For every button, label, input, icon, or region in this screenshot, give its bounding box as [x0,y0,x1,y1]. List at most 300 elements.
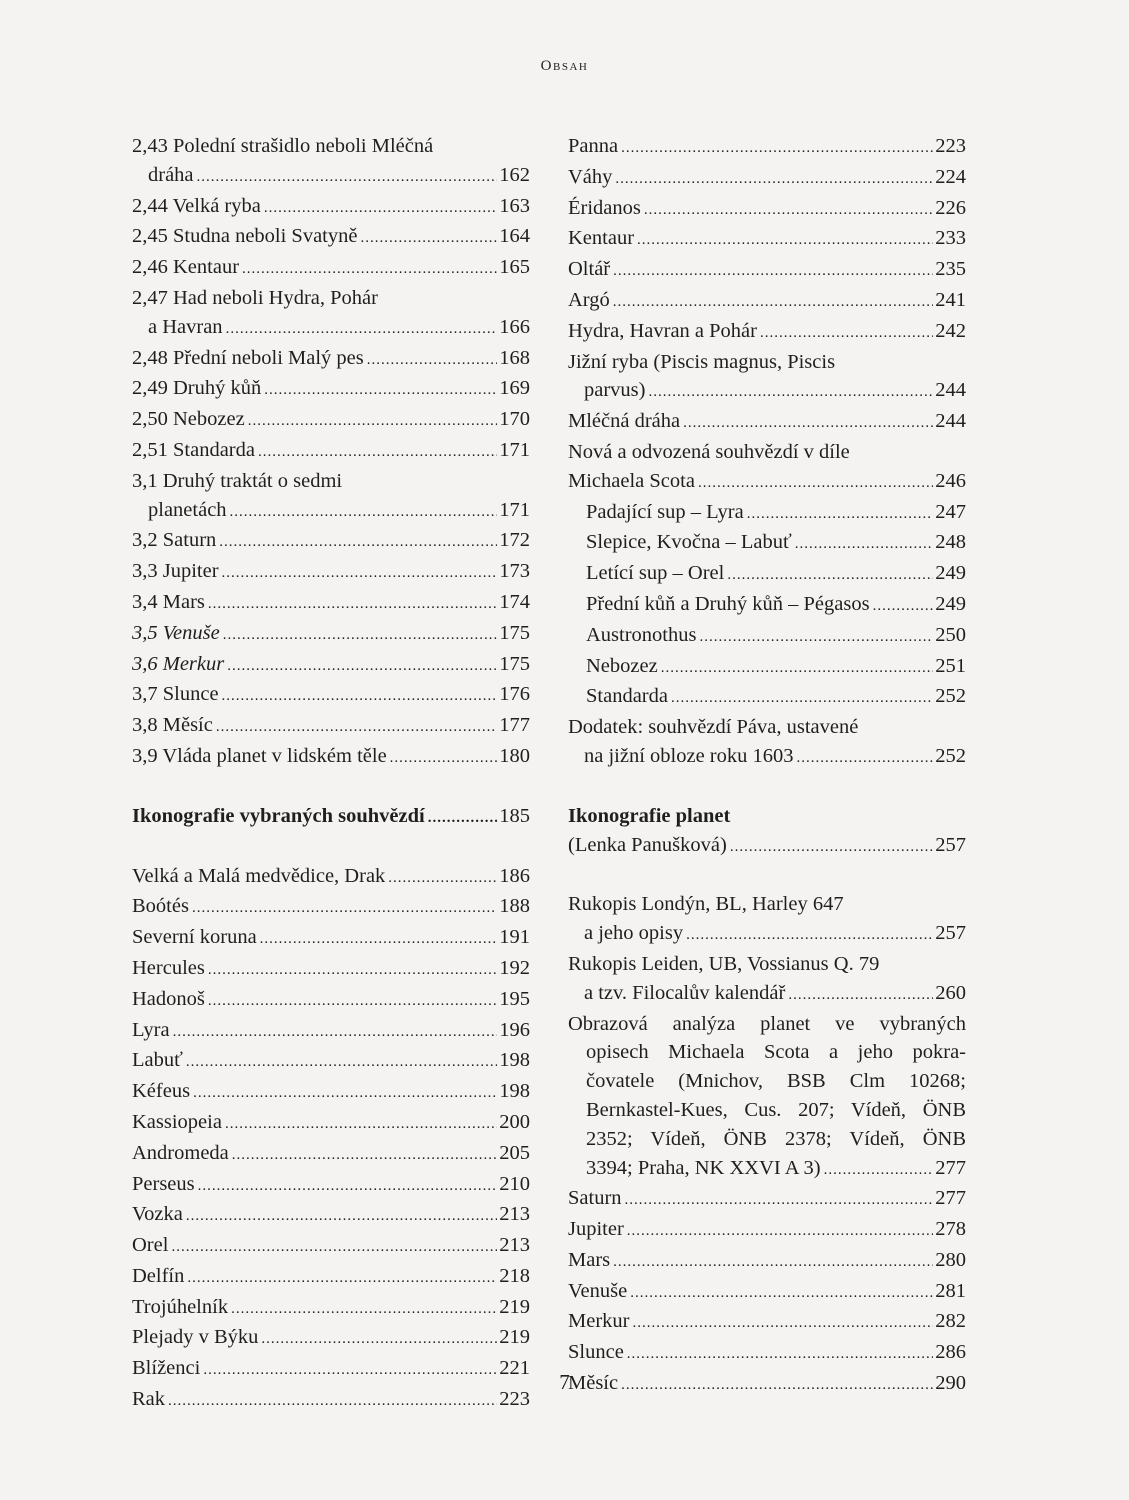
toc-page-number: 280 [935,1248,966,1271]
toc-page-number: 251 [935,654,966,677]
toc-page-number: 192 [499,956,530,979]
toc-entry-row [132,161,530,192]
toc-entry-row [132,1293,530,1324]
toc-entry[interactable] [132,1170,530,1201]
toc-entry-title: Venuše [568,1279,628,1302]
toc-entry-line: 2352; Vídeň, ÖNB 2378; Vídeň, ÖNB [586,1127,966,1150]
toc-page-number: 175 [499,652,530,675]
toc-entry-row [132,1170,530,1201]
toc-entry-title: Éridanos [568,196,641,219]
toc-leader-dots [230,498,498,527]
toc-entry-title: a jeho opisy [584,922,684,945]
toc-entry[interactable] [132,985,530,1016]
toc-page-number: 257 [935,922,966,945]
toc-leader-dots [360,224,497,253]
toc-entry-line: 2,43 Polední strašidlo neboli Mléčná [132,135,434,157]
toc-page-number: 165 [499,256,530,279]
toc-entry-row [568,682,966,713]
toc-entry-title: Labuť [132,1049,183,1072]
toc-entry-line: Jižní ryba (Piscis magnus, Piscis [568,350,836,373]
toc-entry-title: Oltář [568,258,611,281]
toc-entry[interactable] [568,194,966,225]
toc-entry[interactable] [568,682,966,713]
toc-entry[interactable] [132,892,530,923]
toc-entry-title: 2,45 Studna neboli Svatyně [132,225,358,248]
toc-entry-row [568,742,966,773]
toc-entry[interactable] [132,1139,530,1170]
toc-leader-dots [223,621,498,650]
toc-entry-row [132,742,530,773]
toc-entry-row [132,1016,530,1047]
toc-entry[interactable] [568,1338,966,1369]
toc-entry[interactable] [568,286,966,317]
toc-page-number: 213 [499,1203,530,1226]
toc-entry-row [132,496,530,527]
toc-entry-line: opisech Michaela Scota a jeho pokra- [586,1041,966,1064]
toc-entry-row [132,192,530,223]
toc-entry[interactable] [132,923,530,954]
toc-entry[interactable] [132,1077,530,1108]
toc-leader-dots [258,438,497,467]
toc-leader-dots [197,163,498,192]
toc-right-group-a [568,132,966,773]
toc-leader-dots [208,956,497,985]
toc-entry-title: parvus) [584,379,646,402]
toc-entry[interactable] [568,1246,966,1277]
toc-entry[interactable] [132,1323,530,1354]
toc-entry-row [568,621,966,652]
toc-entry-row [568,528,966,559]
toc-page-number: 169 [499,377,530,400]
toc-entry-line: čovatele (Mnichov, BSB Clm 10268; [586,1070,966,1093]
toc-entry-title: Velká a Malá medvědice, Drak [132,864,386,887]
toc-page-number: 172 [499,529,530,552]
toc-leader-dots [699,623,933,652]
toc-entry-title: 3394; Praha, NK XXVI A 3) [586,1156,821,1179]
toc-page-number: 180 [499,744,530,767]
toc-right-group-c [568,1184,966,1400]
toc-page-number: 281 [935,1279,966,1302]
toc-entry-row [568,407,966,438]
running-header: Obsah [540,58,589,74]
toc-page-number: 233 [935,227,966,250]
toc-page-number: 219 [499,1326,530,1349]
toc-entry-title: Kentaur [568,227,635,250]
toc-entry-title: Přední kůň a Druhý kůň – Pégasos [586,592,870,615]
toc-entry-analysis[interactable] [568,1010,966,1185]
toc-leader-dots [260,925,498,954]
toc-page-number: 213 [499,1234,530,1257]
toc-entry[interactable] [132,132,530,192]
toc-entry[interactable] [132,1293,530,1324]
toc-entry[interactable] [132,374,530,405]
toc-entry-title: Saturn [568,1187,622,1210]
toc-entry-title: 3,9 Vláda planet v lidském těle [132,744,387,767]
toc-page-number: 175 [499,621,530,644]
toc-entry-row [132,526,530,557]
toc-entry-row [132,1262,530,1293]
toc-entry-row [132,222,530,253]
toc-entry-title: 2,46 Kentaur [132,256,240,279]
toc-page-number: 205 [499,1141,530,1164]
toc-entry-title: Mars [568,1248,611,1271]
toc-entry-row [132,253,530,284]
toc-leader-dots [171,1233,497,1262]
toc-page-number: 162 [499,163,530,186]
toc-page-number: 223 [499,1388,530,1411]
toc-page-number: 198 [499,1080,530,1103]
toc-leader-dots [644,196,933,225]
toc-section-heading[interactable] [132,802,530,833]
toc-entry-line: Rukopis Londýn, BL, Harley 647 [568,893,844,916]
toc-entry-row [568,376,966,407]
toc-entry[interactable] [132,742,530,773]
toc-leader-dots [627,1340,933,1369]
toc-entry[interactable] [132,619,530,650]
toc-entry-title: Hercules [132,956,205,979]
toc-entry-title: planetách [148,498,227,521]
toc-leader-dots [613,288,933,317]
toc-entry[interactable] [132,222,530,253]
toc-entry-row [568,1277,966,1308]
toc-leader-dots [227,652,497,681]
toc-page-number: 248 [935,531,966,554]
toc-page-number: 163 [499,194,530,217]
toc-entry-title: Letící sup – Orel [586,562,725,585]
toc-entry-title: Rak [132,1388,166,1411]
toc-entry-line: Nová a odvozená souhvězdí v díle [568,440,850,463]
toc-entry-row [132,650,530,681]
toc-entry[interactable] [568,407,966,438]
toc-page-number: 176 [499,683,530,706]
toc-page-number: 223 [935,135,966,157]
toc-entry-title: Vozka [132,1203,183,1226]
toc-leader-dots [390,744,498,773]
toc-entry[interactable] [568,652,966,683]
toc-leader-dots [627,1217,933,1246]
toc-leader-dots [219,528,497,557]
toc-leader-dots [683,409,933,438]
toc-entry-row [568,498,966,529]
toc-entry[interactable] [568,163,966,194]
toc-entry-row [568,194,966,225]
toc-entry-title: Mléčná dráha [568,410,681,433]
toc-entry-row [132,374,530,405]
toc-page-number: 219 [499,1295,530,1318]
toc-entry[interactable] [132,1262,530,1293]
toc-page-number: 277 [935,1156,966,1179]
toc-leader-dots [264,376,497,405]
toc-entry[interactable] [132,711,530,742]
toc-section-heading: Ikonografie planet [568,804,731,827]
toc-page-number: 278 [935,1218,966,1241]
toc-entry-title: Trojúhelník [132,1295,229,1318]
toc-leader-dots [637,226,933,255]
toc-entry-row [568,590,966,621]
toc-leader-dots [388,864,497,893]
toc-entry-row [568,1307,966,1338]
toc-entry-title: Kassiopeia [132,1110,222,1133]
toc-entry-title: 3,3 Jupiter [132,560,219,583]
toc-page-number: 168 [499,346,530,369]
toc-entry-row [132,1077,530,1108]
toc-page-number: 257 [935,833,966,856]
toc-page-number: 242 [935,319,966,342]
toc-entry-name: Venuše [162,621,220,644]
toc-entry[interactable] [132,526,530,557]
toc-entry[interactable] [568,1184,966,1215]
toc-leader-dots [625,1186,934,1215]
toc-page-number: 282 [935,1310,966,1333]
toc-entry-line: Bernkastel-Kues, Cus. 207; Vídeň, ÖNB [586,1098,966,1121]
toc-leader-dots [173,1018,498,1047]
toc-leader-dots [186,1048,497,1077]
toc-page-number: 290 [935,1372,966,1395]
toc-entry[interactable] [568,498,966,529]
toc-leader-dots [208,590,497,619]
toc-leader-dots [186,1202,497,1231]
toc-entry-row [568,163,966,194]
toc-entry[interactable] [568,890,966,950]
toc-entry[interactable] [132,405,530,436]
toc-page-number: 191 [499,926,530,949]
toc-entry-title: Michaela Scota [568,469,695,492]
toc-entry-title: Delfín [132,1264,185,1287]
toc-entry-row [568,224,966,255]
toc-entry-row [132,1108,530,1139]
toc-left-group-b [132,862,530,1416]
toc-leader-dots [795,530,934,559]
toc-leader-dots [222,682,498,711]
toc-entry-line: Obrazová analýza planet ve vybraných [568,1012,966,1035]
toc-entry[interactable] [568,621,966,652]
toc-entry-title: Ikonografie vybraných souhvězdí [132,804,425,827]
toc-entry[interactable] [132,1231,530,1262]
toc-entry-row [568,652,966,683]
toc-leader-dots [242,255,497,284]
toc-entry[interactable] [568,255,966,286]
toc-entry-line: Dodatek: souhvězdí Páva, ustavené [568,716,859,739]
toc-entry[interactable] [132,588,530,619]
toc-leader-dots [630,1279,933,1308]
toc-entry[interactable] [132,1108,530,1139]
toc-entry[interactable] [132,954,530,985]
toc-entry-row [132,436,530,467]
toc-entry-title: Argó [568,288,610,311]
toc-page-number: 196 [499,1018,530,1041]
toc-entry-row [132,557,530,588]
toc-entry-title: 2,49 Druhý kůň [132,377,262,400]
toc-entry[interactable] [132,680,530,711]
toc-entry[interactable] [568,348,966,408]
toc-leader-dots [193,1079,497,1108]
toc-entry-row [132,1200,530,1231]
toc-leader-dots [747,500,934,529]
toc-entry-title: Blíženci [132,1357,201,1380]
toc-entry-row [568,919,966,950]
toc-entry-row [132,1323,530,1354]
toc-entry-title: Měsíc [568,1372,619,1395]
toc-entry-row [132,1139,530,1170]
toc-entry[interactable] [568,559,966,590]
toc-entry-title: Perseus [132,1172,195,1195]
toc-entry-title: Austronothus [586,623,697,646]
toc-entry-number: 3,5 [132,621,163,644]
toc-leader-dots [232,1141,497,1170]
toc-leader-dots [225,1110,497,1139]
toc-entry-row [132,985,530,1016]
toc-leader-dots [671,684,933,713]
toc-page-number: 277 [935,1187,966,1210]
toc-entry[interactable] [568,950,966,1010]
toc-leader-dots [187,1264,497,1293]
toc-left-group-a [132,132,530,773]
toc-leader-dots [873,592,934,621]
toc-entry-title [132,619,220,648]
toc-leader-dots [615,165,933,194]
toc-entry-row [568,1338,966,1369]
toc-entry[interactable] [568,713,966,773]
toc-page-number: 286 [935,1341,966,1364]
toc-entry[interactable] [132,862,530,893]
toc-entry-title: Slepice, Kvočna – Labuť [586,531,792,554]
toc-page-number: 244 [935,379,966,402]
toc-entry-row [568,255,966,286]
toc-leader-dots [198,1172,498,1201]
toc-page-number: 210 [499,1172,530,1195]
toc-page-number: 198 [499,1049,530,1072]
toc-entry[interactable] [132,467,530,527]
toc-leader-dots [632,1309,933,1338]
toc-entry-row [132,862,530,893]
toc-entry-row [568,979,966,1010]
toc-entry-title: 2,48 Přední neboli Malý pes [132,346,364,369]
toc-entry[interactable] [568,317,966,348]
toc-page-number: 260 [935,981,966,1004]
toc-page-number: 173 [499,560,530,583]
toc-entry[interactable] [132,284,530,344]
toc-entry[interactable] [132,344,530,375]
toc-leader-dots [231,1295,497,1324]
toc-leader-dots [226,315,498,344]
toc-leader-dots [760,319,933,348]
toc-entry-title: 3,7 Slunce [132,683,219,706]
toc-leader-dots [367,346,498,375]
toc-page-number: 186 [499,864,530,887]
toc-page-number: 171 [499,438,530,461]
toc-leader-dots [192,894,497,923]
toc-entry-title: Orel [132,1234,169,1257]
toc-page-number: 250 [935,623,966,646]
toc-right-column [568,132,966,1400]
toc-entry-title: a tzv. Filocalův kalendář [584,981,786,1004]
toc-page-number: 170 [499,408,530,431]
toc-entry[interactable] [568,224,966,255]
toc-entry-number: 3,6 [132,652,163,675]
toc-entry-title [132,650,224,679]
toc-entry[interactable] [568,1307,966,1338]
toc-page-number: 224 [935,165,966,188]
toc-entry-title: Boótés [132,895,189,918]
toc-page-number: 249 [935,562,966,585]
toc-page-number: 177 [499,714,530,737]
toc-entry-row [568,132,966,163]
toc-entry[interactable] [132,253,530,284]
toc-entry[interactable] [132,436,530,467]
toc-leader-dots [208,987,497,1016]
toc-page-number: 200 [499,1110,530,1133]
toc-entry[interactable] [132,1200,530,1231]
toc-entry-row [568,1184,966,1215]
toc-leader-dots [222,559,498,588]
toc-entry-row [132,588,530,619]
toc-leader-dots [730,833,933,862]
toc-entry-title: 3,8 Měsíc [132,714,213,737]
toc-leader-dots [698,469,933,498]
toc-entry-title: Kéfeus [132,1080,191,1103]
toc-entry-row [568,1215,966,1246]
toc-entry-title: Panna [568,135,619,157]
toc-entry-title: Merkur [568,1310,630,1333]
toc-leader-dots [428,804,498,833]
page-number: 7 [559,1370,570,1394]
toc-entry-title: Váhy [568,165,613,188]
toc-entry[interactable] [568,132,966,163]
toc-page-number: 188 [499,895,530,918]
toc-entry-row [568,467,966,498]
toc-leader-dots [686,921,933,950]
toc-leader-dots [216,713,497,742]
toc-page-number: 252 [935,685,966,708]
toc-leader-dots [661,654,934,683]
toc-entry-row [132,954,530,985]
toc-entry[interactable] [132,192,530,223]
toc-entry-row [132,1231,530,1262]
toc-entry[interactable] [132,557,530,588]
toc-leader-dots [621,134,933,163]
toc-entry-title: (Lenka Panušková) [568,833,727,856]
toc-entry[interactable] [568,438,966,498]
toc-entry[interactable] [568,528,966,559]
toc-entry-title: 2,50 Nebozez [132,408,245,431]
toc-entry[interactable] [132,1016,530,1047]
toc-entry[interactable] [568,1215,966,1246]
toc-page-number: 252 [935,744,966,767]
toc-entry-title: Plejady v Býku [132,1326,259,1349]
toc-entry-title: dráha [148,163,194,186]
toc-entry[interactable] [568,1277,966,1308]
toc-entry-row [132,923,530,954]
toc-entry[interactable] [568,831,966,862]
toc-entry-row [132,405,530,436]
toc-leader-dots [648,378,933,407]
toc-entry[interactable] [568,590,966,621]
toc-entry-row [132,344,530,375]
toc-entry[interactable] [132,650,530,681]
toc-entry-row [132,1046,530,1077]
toc-entry-title: Nebozez [586,654,658,677]
toc-entry-title: Andromeda [132,1141,229,1164]
toc-leader-dots [261,1325,497,1354]
toc-page-number: 226 [935,196,966,219]
toc-page-number: 249 [935,592,966,615]
toc-leader-dots [788,981,933,1010]
toc-entry[interactable] [132,1046,530,1077]
toc-leader-dots [797,744,934,773]
toc-page-number: 174 [499,590,530,613]
toc-right-group-b [568,890,966,1009]
toc-leader-dots [613,257,933,286]
